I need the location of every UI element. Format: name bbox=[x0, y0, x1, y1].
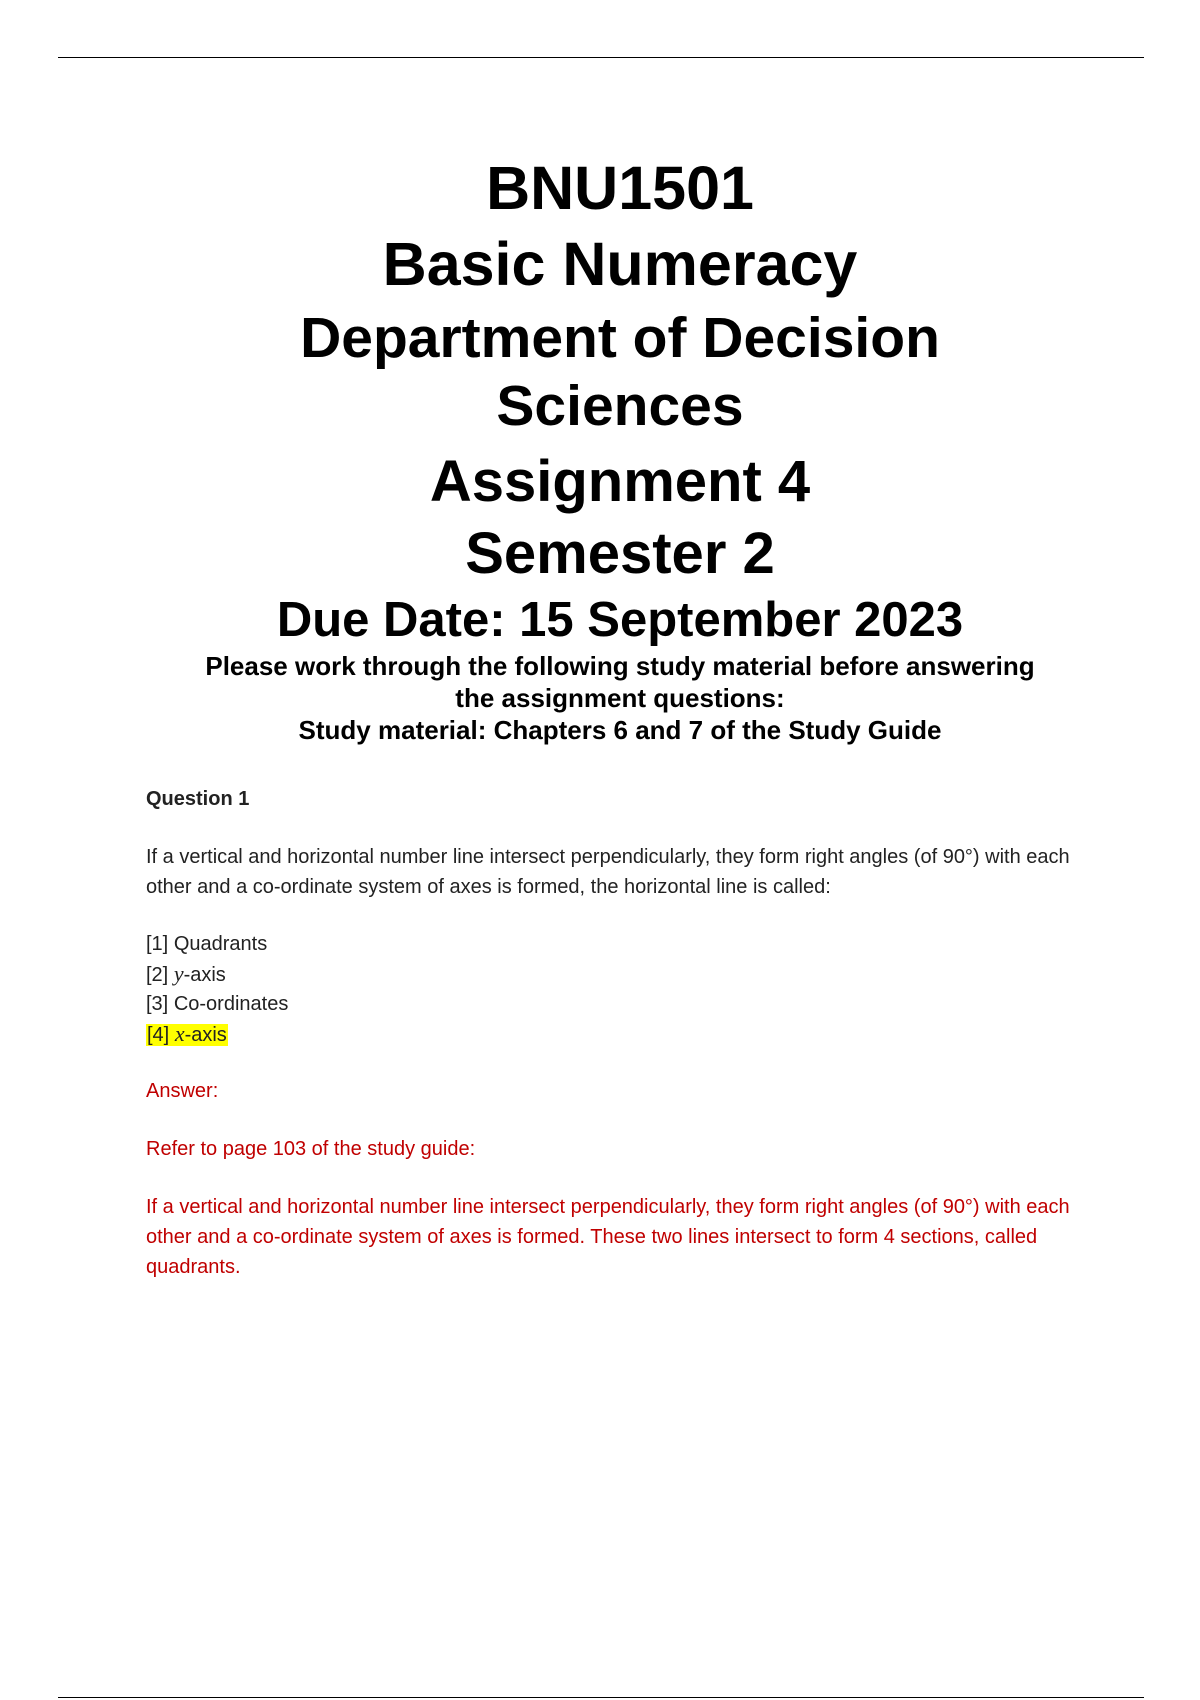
bottom-rule bbox=[58, 1697, 1144, 1698]
title-block bbox=[0, 150, 1200, 746]
options-list bbox=[146, 930, 1106, 1050]
course-name: Basic Numeracy bbox=[382, 230, 858, 298]
department: Department of Decision Sciences bbox=[300, 306, 940, 438]
option-label: -axis bbox=[184, 1024, 227, 1046]
option-2 bbox=[146, 959, 1106, 990]
answer-label: Answer: bbox=[146, 1080, 219, 1102]
option-number: [4] bbox=[147, 1024, 170, 1046]
option-number: [3] bbox=[146, 993, 169, 1015]
course-code: BNU1501 bbox=[486, 154, 754, 222]
correct-answer-highlight bbox=[146, 1021, 228, 1046]
answer-reference: Refer to page 103 of the study guide: bbox=[146, 1138, 476, 1160]
instruction-line-2: the assignment questions: bbox=[455, 683, 785, 713]
assignment-title: Assignment 4 bbox=[429, 449, 811, 514]
option-1 bbox=[146, 930, 1106, 959]
instruction-line-1: Please work through the following study material before answering bbox=[205, 651, 1035, 681]
due-date: Due Date: 15 September 2023 bbox=[276, 593, 964, 647]
answer-explanation: If a vertical and horizontal number line intersect perpendicularly, they form right angles (of 90°) with each other and a co-ordinate system of axes is formed. These two lines intersect to form 4 sections, called quadrants. bbox=[146, 1196, 1070, 1278]
option-3 bbox=[146, 990, 1106, 1019]
option-label: -axis bbox=[183, 964, 226, 986]
question-heading: Question 1 bbox=[146, 788, 250, 810]
option-number: [1] bbox=[146, 933, 169, 955]
semester: Semester 2 bbox=[465, 521, 775, 586]
option-number: [2] bbox=[146, 964, 169, 986]
study-material: Study material: Chapters 6 and 7 of the Study Guide bbox=[298, 715, 942, 745]
question-section bbox=[146, 784, 1106, 1310]
answer-section bbox=[146, 1076, 1106, 1282]
question-text: If a vertical and horizontal number line intersect perpendicularly, they form right angles (of 90°) with each other and a co-ordinate system of axes is formed, the horizontal line is called: bbox=[146, 846, 1070, 898]
option-label: Co-ordinates bbox=[173, 993, 289, 1015]
option-label: Quadrants bbox=[173, 933, 268, 955]
option-4-correct bbox=[146, 1019, 1106, 1050]
option-variable: y bbox=[173, 961, 184, 986]
top-rule bbox=[58, 57, 1144, 58]
option-variable: x bbox=[174, 1021, 185, 1046]
